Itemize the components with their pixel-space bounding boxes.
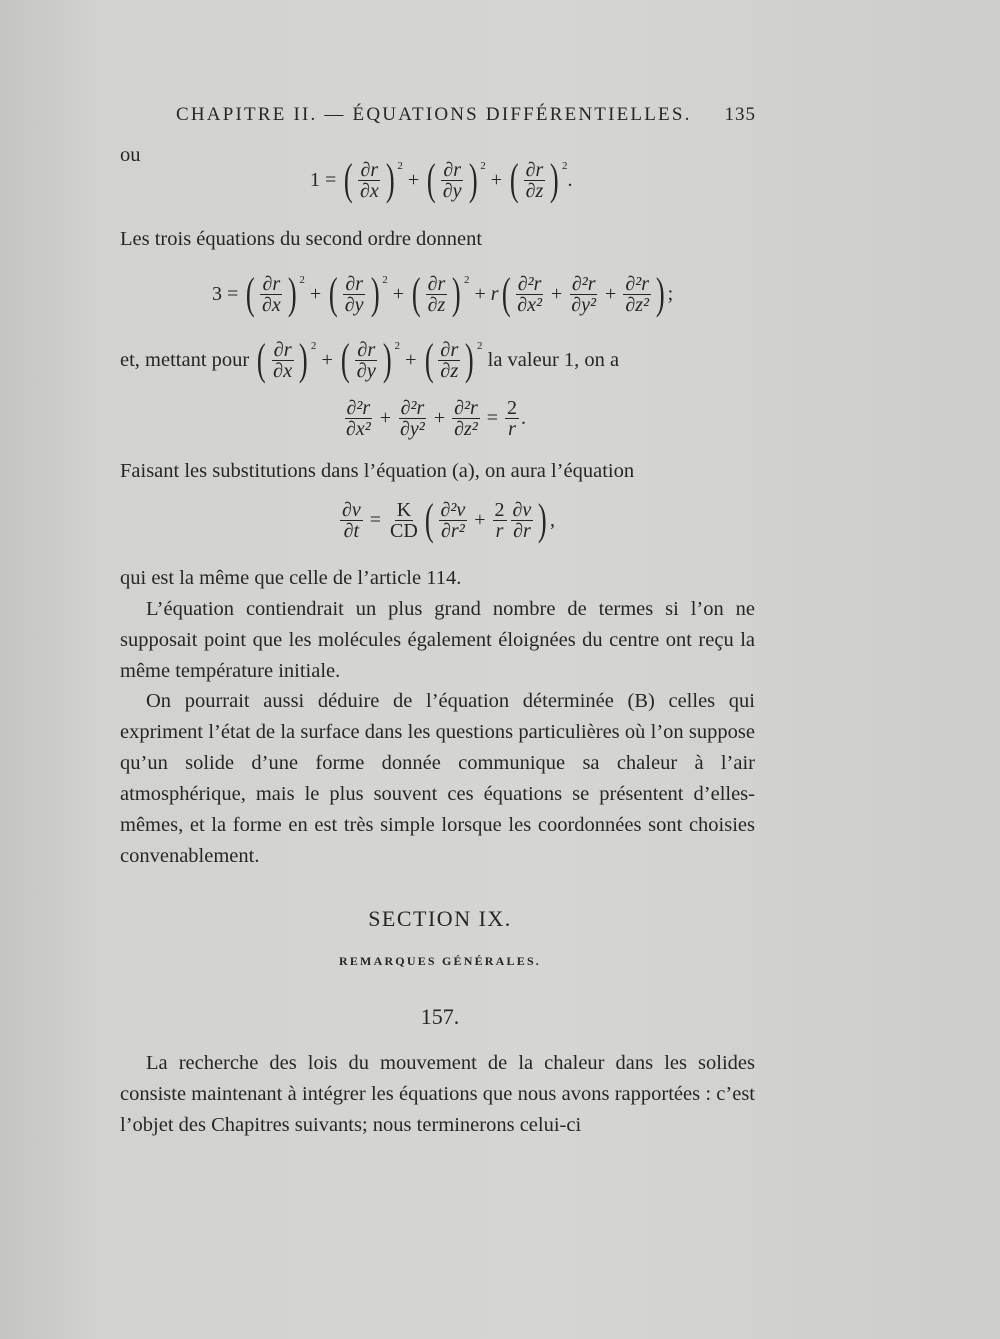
denominator: ∂x (273, 359, 293, 382)
plus-sign: + (407, 168, 420, 191)
page-number: 135 (724, 104, 756, 125)
paren: ( (424, 495, 434, 544)
paren: ( (344, 155, 354, 204)
denominator: ∂z² (625, 293, 649, 316)
paragraph-recherche-text: La recherche des lois du mouvement de la chaleur dans les solides consiste maintenant à intégrer les équations que nous avons rapportées : c’est l’objet des Chapitres suivants; nous terminerons celui-ci (120, 1052, 755, 1136)
numerator: ∂²r (454, 397, 478, 419)
numerator: 2 (507, 397, 518, 419)
paragraph-equation-text: L’équation contiendrait un plus grand nombre de termes si l’on ne supposait point que les molécules également éloignées du centre ont reçu la même température initiale. (120, 598, 755, 682)
denominator: r (508, 418, 516, 440)
numerator: ∂r (273, 338, 292, 361)
denominator: ∂t (343, 519, 360, 542)
numerator: ∂r (360, 158, 379, 181)
fraction (344, 398, 373, 439)
numerator: ∂v (342, 498, 361, 521)
paren: ) (299, 335, 308, 384)
numerator: K (396, 498, 412, 521)
plus-sign: + (379, 407, 392, 429)
paren: ) (550, 155, 560, 204)
variable-r: r (490, 282, 499, 305)
denominator: ∂x² (346, 418, 371, 440)
line-mettant (120, 335, 620, 384)
paren: ) (538, 495, 548, 544)
fraction (623, 274, 651, 315)
word-ou: ou (120, 144, 141, 166)
fraction (511, 500, 534, 541)
numerator: ∂r (443, 158, 462, 181)
fraction (441, 160, 464, 201)
section-subtitle: REMARQUES GÉNÉRALES. (338, 954, 542, 968)
paren: ) (382, 335, 392, 384)
exponent: 2 (463, 274, 470, 286)
equation-heat: $\frac{\partial v}{\partial t}$ = $\frac{K}{CD}$ ( $\frac{\text{∂²v}}{\text{∂r²}}$ + $\frac{2}{r}$ $\frac{\partial v}{\partial r}$ ) , (342, 495, 555, 544)
fraction (452, 398, 480, 439)
exponent: 2 (561, 160, 568, 172)
equation-laplacian: $\frac{\text{∂²r}}{\text{∂x²}}$ + $\frac{\text{∂²r}}{\text{∂y²}}$ + $\frac{\text{∂²r}}{\text{∂z²}}$ = $\frac{2}{r}$ . (346, 397, 527, 440)
paren: ) (385, 155, 395, 204)
section-title: SECTION IX. (368, 906, 512, 931)
numerator: ∂r (262, 272, 281, 295)
fraction (358, 160, 381, 201)
plus-sign: + (433, 407, 446, 429)
fraction (271, 340, 294, 381)
paragraph-pourrait-text: On pourrait aussi déduire de l’équation déterminée (B) celles qui expriment l’état de la surface dans les questions particulières où l’on suppose qu’un solide d’une forme donnée communique sa chaleur à l’air atmosphérique, mais le plus souvent ces équations se présentent d’elles-mêmes, et la forme en est très simple lorsque les coordonnées sont choisies convenablement. (120, 690, 755, 867)
eq-sign: = (369, 508, 382, 531)
denominator: ∂r² (441, 519, 465, 542)
plus-sign: + (474, 508, 486, 531)
numerator: ∂²r (346, 397, 371, 419)
header-title: CHAPITRE II. — ÉQUATIONS DIFFÉRENTIELLES. (176, 104, 692, 125)
numerator: 2 (494, 498, 505, 521)
plus-sign: + (392, 282, 404, 305)
paren: ( (424, 335, 434, 384)
denominator: ∂y² (400, 418, 425, 440)
denominator: ∂z (525, 179, 544, 202)
paragraph-qui: qui est la même que celle de l’article 114. (120, 567, 462, 589)
numerator: ∂²r (571, 272, 596, 295)
denominator: ∂z (427, 293, 446, 316)
fraction (343, 274, 366, 315)
paren: ) (287, 269, 297, 318)
exponent: 2 (394, 340, 401, 352)
paragraph-recherche (120, 1048, 755, 1141)
eq-sign: = (486, 407, 499, 429)
denominator: ∂y (344, 293, 364, 316)
numerator: ∂r (525, 158, 544, 181)
equation-second-order: 3 = ( $\frac{\partial r}{\partial x}$ ) 2 + ( $\frac{\partial r}{\partial y}$ ) 2 + ( $\frac{\partial r}{\partial z}$ ) 2 + r ( $\frac{\text{∂²r}}{\text{∂x²}}$ + $\frac{\text{∂²r}}{\text{∂y²}}$ + $\frac{\text{∂²r}}{\text{∂z²}}$ ) ; (212, 269, 674, 318)
exponent: 2 (299, 274, 305, 286)
numerator: ∂²r (625, 272, 649, 295)
exponent: 2 (382, 274, 388, 286)
denominator: ∂z² (454, 418, 478, 440)
denominator: ∂z (440, 359, 459, 382)
paren: ( (411, 269, 421, 318)
paren: ) (465, 335, 475, 384)
fraction (426, 274, 448, 315)
paragraph-equation (120, 594, 755, 687)
exponent: 2 (397, 160, 403, 172)
fraction (438, 340, 460, 381)
article-number: 157. (420, 1004, 460, 1029)
eq-three: 3 (212, 282, 222, 305)
denominator: ∂r (513, 519, 531, 542)
paren: ) (370, 269, 380, 318)
paragraph-pourrait (120, 686, 755, 872)
denominator: ∂y (356, 359, 376, 382)
paren: ( (329, 269, 338, 318)
exponent: 2 (480, 160, 486, 172)
mettant-text-end: la valeur 1, on a (487, 348, 620, 371)
paren: ( (509, 155, 519, 204)
numerator: ∂²r (517, 272, 542, 295)
fraction (569, 274, 598, 315)
fraction (398, 398, 427, 439)
paren: ) (452, 269, 462, 318)
denominator: ∂y² (571, 293, 597, 316)
exponent: 2 (477, 340, 483, 352)
numerator: ∂v (512, 498, 532, 521)
numerator: ∂r (440, 338, 459, 361)
running-header (176, 104, 756, 126)
fraction (524, 160, 546, 201)
numerator: ∂r (345, 272, 364, 295)
paren: ( (246, 269, 256, 318)
paren: ( (257, 335, 267, 384)
denominator: ∂x (261, 293, 281, 316)
eq-one: 1 (310, 168, 320, 191)
denominator: ∂x (359, 179, 379, 202)
fraction (515, 274, 544, 315)
paren: ) (468, 155, 478, 204)
paren: ( (340, 335, 350, 384)
paren: ( (427, 155, 436, 204)
fraction (355, 340, 378, 381)
fraction (260, 274, 283, 315)
fraction (505, 398, 519, 439)
paren: ( (501, 269, 511, 318)
paren: ) (655, 269, 665, 318)
fraction (493, 500, 507, 541)
denominator: ∂y (442, 179, 462, 202)
plus-sign: + (605, 282, 617, 305)
numerator: ∂r (357, 338, 376, 361)
plus-sign: + (405, 348, 417, 371)
exponent: 2 (310, 340, 317, 352)
eq-sign: = (227, 282, 239, 305)
numerator: ∂r (427, 272, 446, 295)
plus-sign: + (490, 168, 502, 191)
plus-sign: + (309, 282, 322, 305)
denominator: CD (390, 519, 418, 542)
fraction (439, 500, 468, 541)
numerator: ∂²r (400, 397, 425, 419)
eq-sign: = (325, 168, 337, 191)
paragraph-trois: Les trois équations du second ordre donnent (120, 228, 483, 250)
equation-norm: 1 = ( $\frac{\partial r}{\partial x}$ ) 2 + ( $\frac{\partial r}{\partial y}$ ) 2 + ( $\frac{\partial r}{\partial z}$ ) 2 . (310, 155, 573, 204)
paragraph-faisant: Faisant les substitutions dans l’équation (a), on aura l’équation (120, 460, 635, 482)
numerator: ∂²v (440, 498, 466, 521)
fraction (388, 500, 420, 541)
denominator: r (495, 519, 504, 542)
plus-sign: + (550, 282, 563, 305)
plus-sign: + (474, 282, 486, 305)
denominator: ∂x² (517, 293, 542, 316)
mettant-text: et, mettant pour (120, 348, 250, 371)
plus-sign: + (321, 348, 333, 371)
fraction (340, 500, 363, 541)
